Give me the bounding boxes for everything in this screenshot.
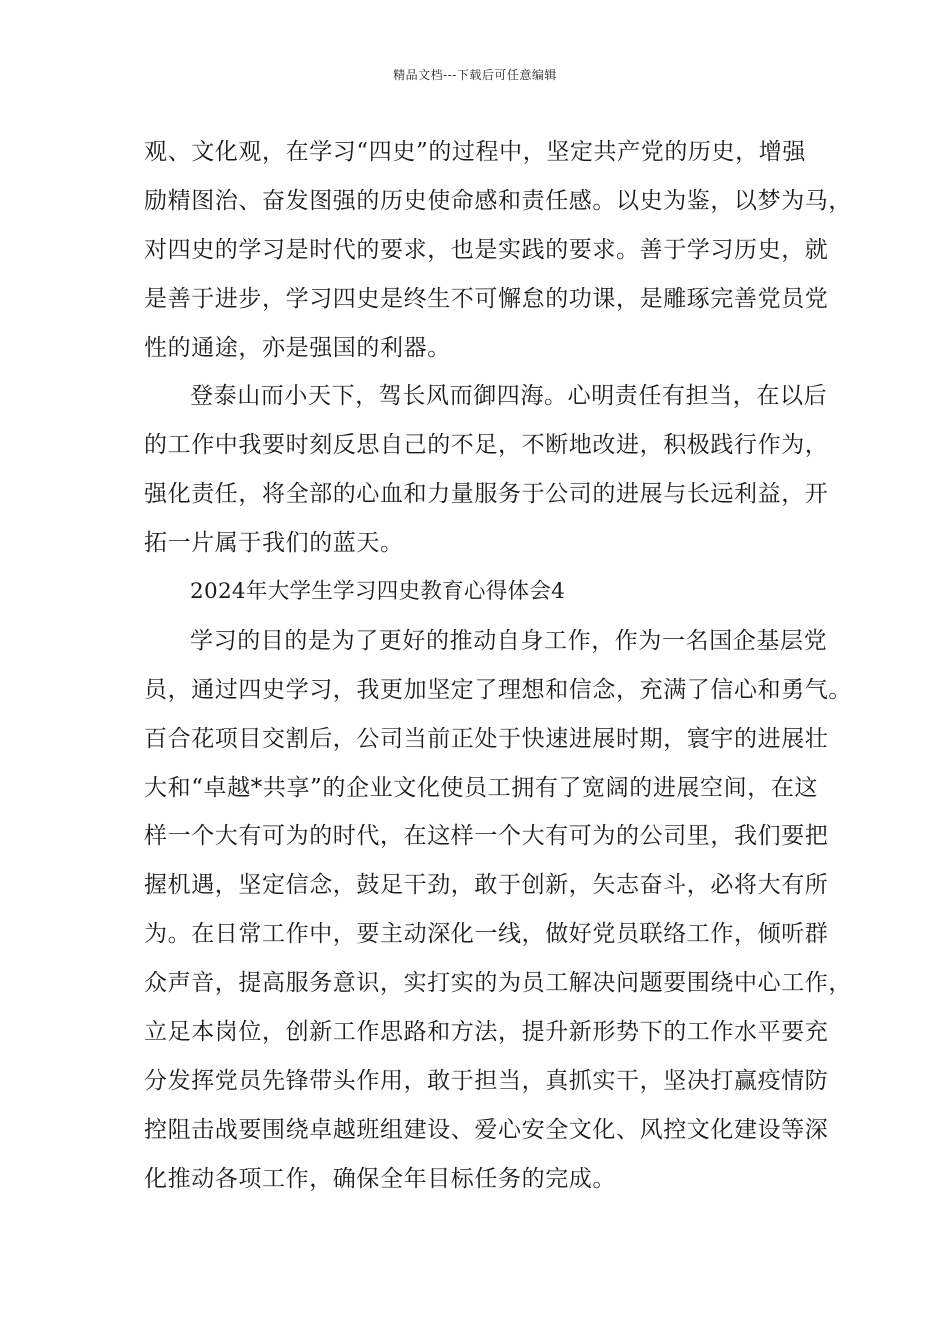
text-line: 控阻击战要围绕卓越班组建设、爱心安全文化、风控文化建设等深 <box>144 1116 829 1143</box>
text-line: 登泰山而小天下，驾长风而御四海。心明责任有担当，在以后 <box>190 383 828 410</box>
text-line: 百合花项目交割后，公司当前正处于快速进展时期，寰宇的进展壮 <box>144 725 829 752</box>
text-line: 对四史的学习是时代的要求，也是实践的要求。善于学习历史，就 <box>144 236 829 263</box>
text-line: 拓一片属于我们的蓝天。 <box>144 530 404 557</box>
text-line: 大和“卓越*共享”的企业文化使员工拥有了宽阔的进展空间，在这 <box>144 774 819 801</box>
text-line: 化推动各项工作，确保全年目标任务的完成。 <box>144 1165 616 1192</box>
text-line: 员，通过四史学习，我更加坚定了理想和信念，充满了信心和勇气。 <box>144 676 852 703</box>
document-body <box>144 128 852 1204</box>
text-line: 强化责任，将全部的心血和力量服务于公司的进展与长远利益，开 <box>144 481 829 508</box>
text-line: 众声音，提高服务意识，实打实的为员工解决问题要围绕中心工作， <box>144 970 852 997</box>
section-title: 2024年大学生学习四史教育心得体会4 <box>190 579 566 605</box>
text-line: 是善于进步，学习四史是终生不可懈怠的功课，是雕琢完善党员党 <box>144 285 829 312</box>
text-line: 握机遇，坚定信念，鼓足干劲，敢于创新，矢志奋斗，必将大有所 <box>144 872 829 899</box>
text-line: 为。在日常工作中，要主动深化一线，做好党员联络工作，倾听群 <box>144 921 829 948</box>
text-line: 立足本岗位，创新工作思路和方法，提升新形势下的工作水平要充 <box>144 1019 829 1046</box>
text-line: 的工作中我要时刻反思自己的不足，不断地改进，积极践行作为， <box>144 432 829 459</box>
text-line: 分发挥党员先锋带头作用，敢于担当，真抓实干，坚决打赢疫情防 <box>144 1067 829 1094</box>
text-line: 学习的目的是为了更好的推动自身工作，作为一名国企基层党 <box>190 627 828 654</box>
text-line: 励精图治、奋发图强的历史使命感和责任感。以史为鉴，以梦为马， <box>144 187 852 214</box>
page-header: 精品文档---下载后可任意编辑 <box>393 68 557 82</box>
text-line: 性的通途，亦是强国的利器。 <box>144 334 451 361</box>
text-line: 观、文化观，在学习“四史”的过程中，坚定共产党的历史，增强 <box>144 139 806 165</box>
text-line: 样一个大有可为的时代，在这样一个大有可为的公司里，我们要把 <box>144 823 829 850</box>
